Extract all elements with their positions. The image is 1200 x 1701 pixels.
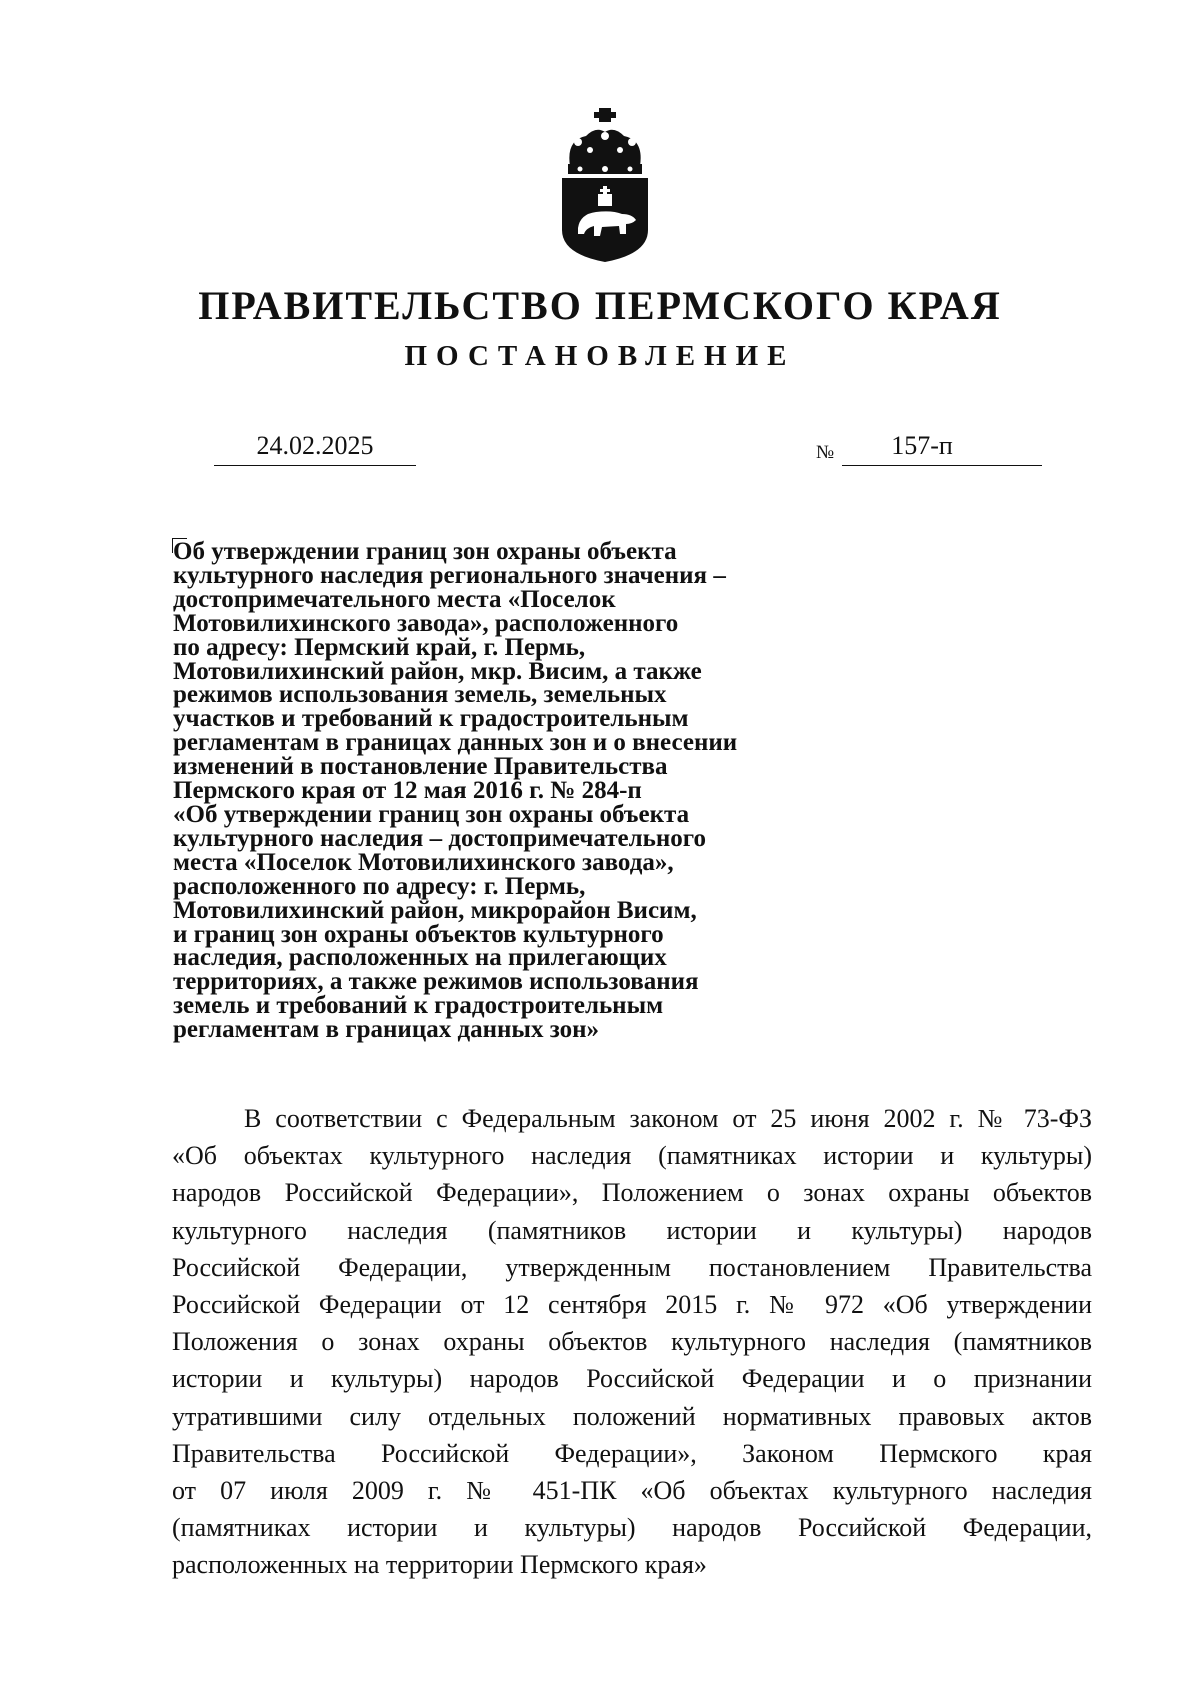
subject-line: места «Поселок Мотовилихинского завода», bbox=[173, 848, 674, 876]
body-line: Российской Федерации, утвержденным постановлением Правительства bbox=[172, 1252, 1092, 1282]
subject-line: участков и требований к градостроительным bbox=[173, 705, 689, 733]
subject-line: земель и требований к градостроительным bbox=[173, 992, 664, 1020]
subject-line: регламентам в границах данных зон и о внесении bbox=[173, 729, 738, 757]
body-line: «Об объектах культурного наследия (памятниках истории и культуры) bbox=[172, 1141, 1092, 1171]
body-line: от 07 июля 2009 г. № 451-ПК «Об объектах культурного наследия bbox=[172, 1475, 1092, 1505]
subject-line: расположенного по адресу: г. Пермь, bbox=[173, 872, 586, 900]
document-date: 24.02.2025 bbox=[214, 428, 416, 466]
body-line: Правительства Российской Федерации», Законом Пермского края bbox=[172, 1438, 1092, 1468]
body-line: расположенных на территории Пермского края» bbox=[172, 1550, 707, 1580]
subject-line: Мотовилихинского завода», расположенного bbox=[173, 609, 679, 637]
subject-line: достопримечательного места «Поселок bbox=[173, 585, 616, 613]
subject-line: режимов использования земель, земельных bbox=[173, 681, 667, 709]
subject-line: территориях, а также режимов использования bbox=[173, 968, 699, 996]
body-line: культурного наследия (памятников истории и культуры) народов bbox=[172, 1215, 1092, 1245]
subject-line: изменений в постановление Правительства bbox=[173, 753, 668, 781]
document-type-heading: ПОСТАНОВЛЕНИЕ bbox=[404, 340, 796, 372]
subject-line: «Об утверждении границ зон охраны объекта bbox=[173, 800, 690, 828]
body-line: истории и культуры) народов Российской Федерации и о признании bbox=[172, 1364, 1092, 1394]
body-line: утратившими силу отдельных положений нормативных правовых актов bbox=[172, 1401, 1092, 1431]
perm-krai-coat-of-arms-icon bbox=[556, 106, 654, 264]
body-line: В соответствии с Федеральным законом от 25 июня 2002 г. № 73-ФЗ bbox=[244, 1104, 1092, 1133]
body-line: (памятниках истории и культуры) народов Российской Федерации, bbox=[172, 1513, 1092, 1543]
subject-line: Об утверждении границ зон охраны объекта bbox=[173, 538, 677, 565]
body-line: Положения о зонах охраны объектов культурного наследия (памятников bbox=[172, 1327, 1092, 1357]
body-line: народов Российской Федерации», Положением о зонах охраны объектов bbox=[172, 1178, 1092, 1208]
body-line: Российской Федерации от 12 сентября 2015 г. № 972 «Об утверждении bbox=[172, 1289, 1092, 1319]
document-number-value: 157-п bbox=[891, 431, 953, 460]
subject-line: Пермского края от 12 мая 2016 г. № 284-п bbox=[173, 777, 642, 805]
subject-line: культурного наследия регионального значения – bbox=[173, 561, 726, 589]
subject-line: регламентам в границах данных зон» bbox=[173, 1016, 600, 1044]
subject-line: культурного наследия – достопримечательного bbox=[173, 824, 706, 852]
government-title: ПРАВИТЕЛЬСТВО ПЕРМСКОГО КРАЯ bbox=[198, 283, 1002, 328]
subject-line: по адресу: Пермский край, г. Пермь, bbox=[173, 633, 586, 661]
subject-line: и границ зон охраны объектов культурного bbox=[173, 920, 664, 948]
document-number bbox=[842, 428, 1042, 466]
preamble-paragraph bbox=[172, 1100, 1092, 1583]
number-sign-label: № bbox=[816, 442, 835, 463]
subject-line: Мотовилихинский район, мкр. Висим, а также bbox=[173, 657, 702, 685]
document-subject bbox=[173, 540, 873, 1042]
subject-line: Мотовилихинский район, микрорайон Висим, bbox=[173, 896, 697, 924]
subject-line: наследия, расположенных на прилегающих bbox=[173, 944, 667, 972]
